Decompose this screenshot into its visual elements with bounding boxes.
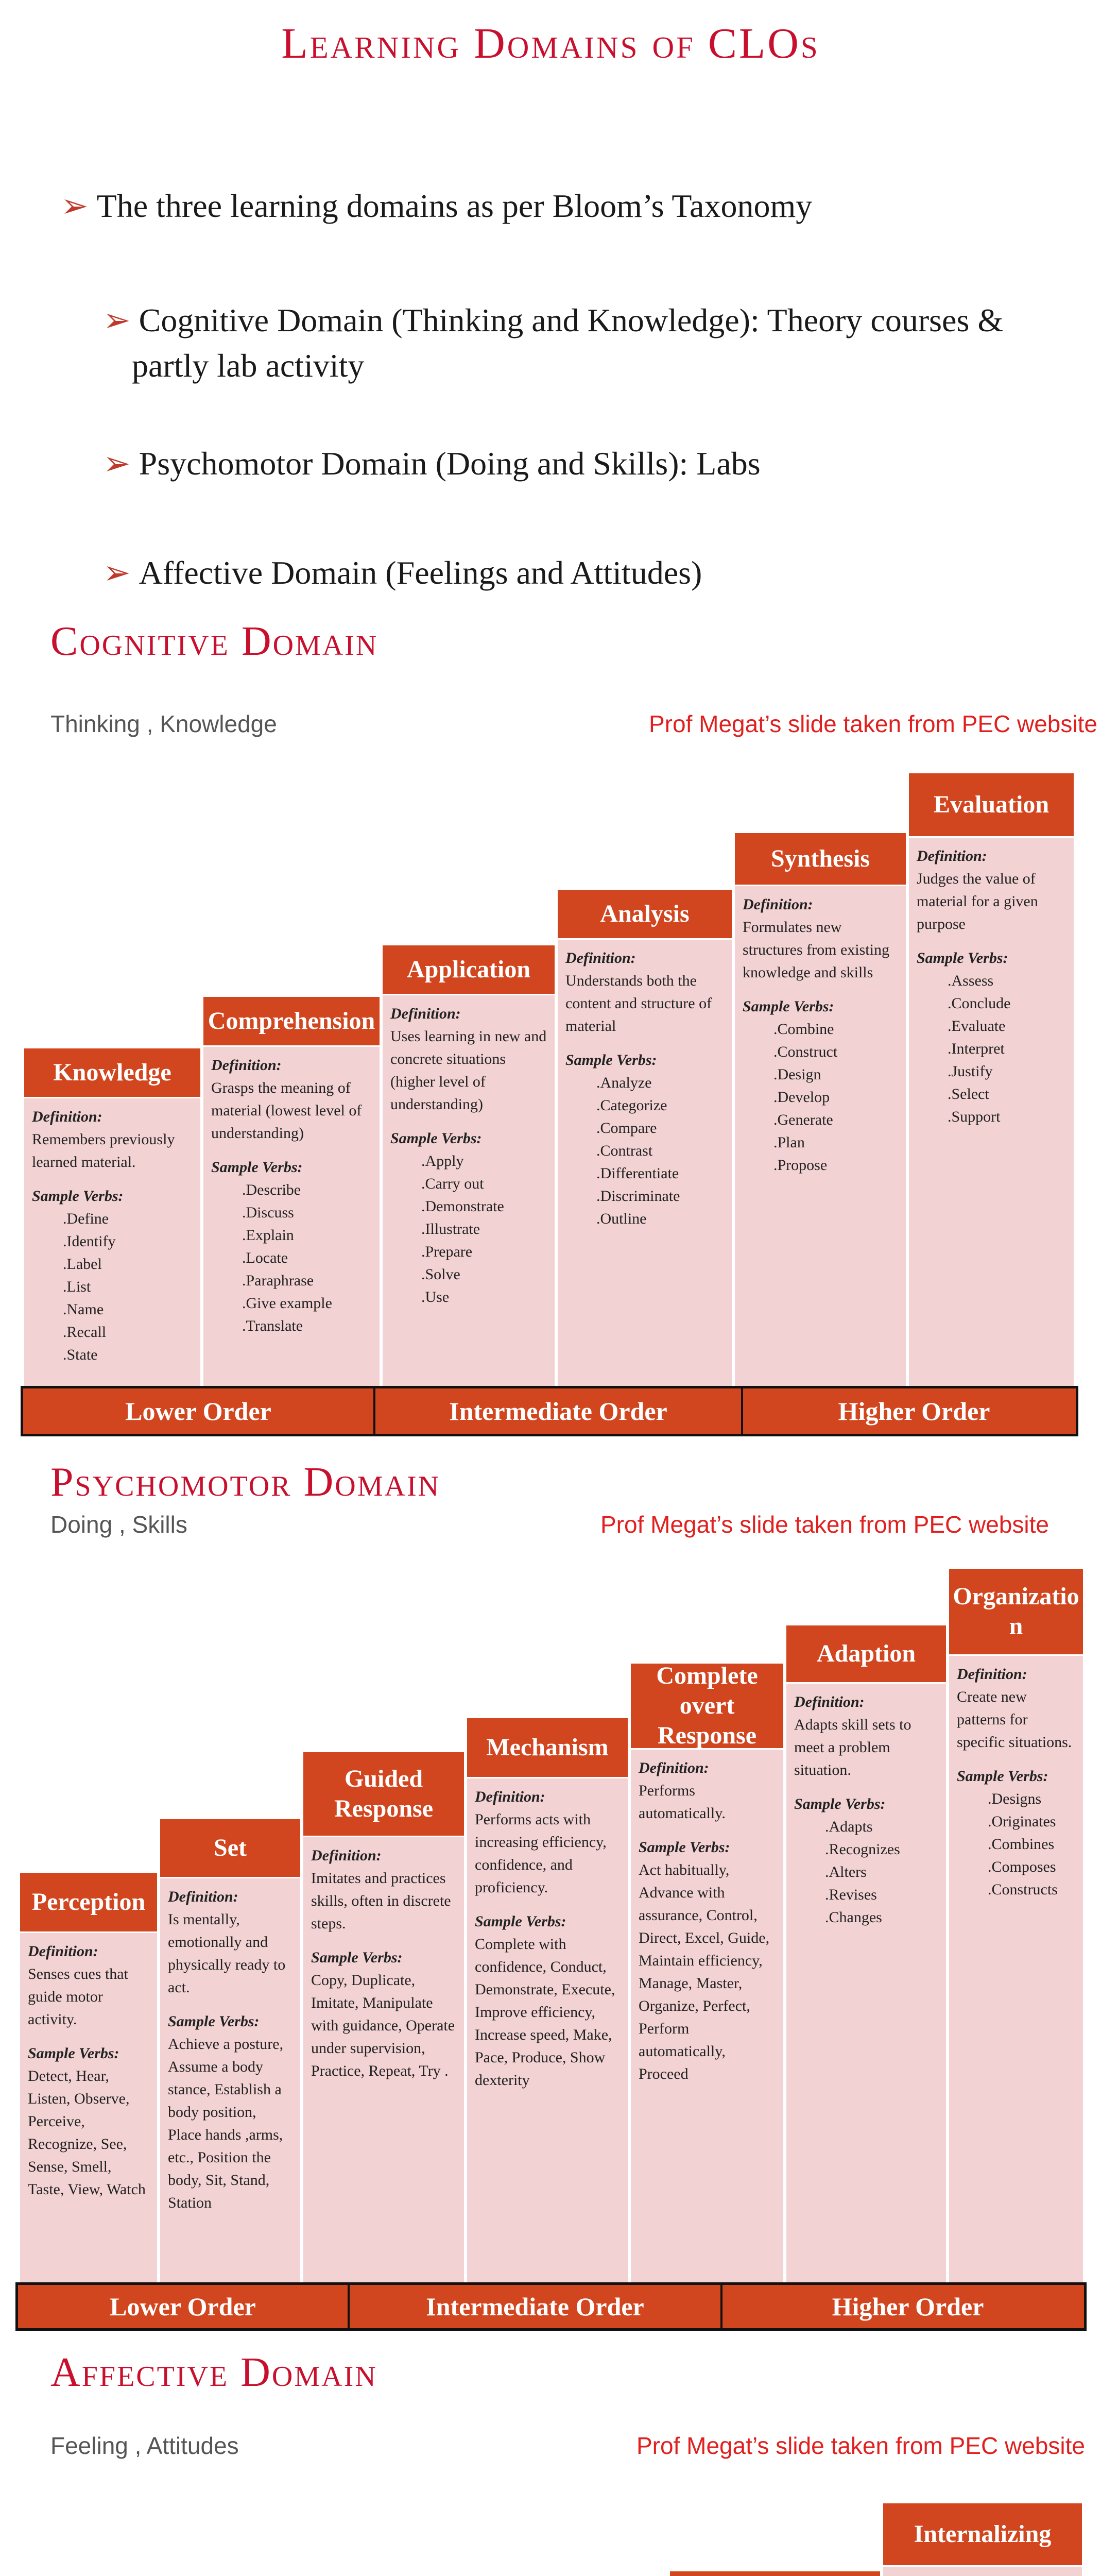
psychomotor-level-body <box>19 1940 159 2201</box>
arrow-icon: ➢ <box>103 554 131 591</box>
cognitive-subtitle: Thinking , Knowledge <box>50 710 277 737</box>
verb-item: . Recall <box>63 1321 193 1344</box>
psychomotor-level-mechanism: Mechanism <box>466 1717 629 1778</box>
definition-label: Definition: <box>957 1666 1027 1683</box>
arrow-icon: ➢ <box>103 445 131 482</box>
sample-verbs-label: Sample Verbs: <box>565 1052 657 1069</box>
psychomotor-level-guided-response: Guided Response <box>302 1751 466 1837</box>
verb-item: . Justify <box>948 1060 1066 1083</box>
psychomotor-order-higher-order: Higher Order <box>720 2285 1093 2328</box>
definition-text: Remembers previously learned material. <box>32 1131 175 1171</box>
affective-subtitle: Feeling , Attitudes <box>50 2432 239 2459</box>
verb-item: . Changes <box>825 1906 938 1929</box>
sub-bullet-cognitive-cont: partly lab activity <box>132 347 365 384</box>
verb-text: Complete with confidence, Conduct, Demonstrate, Execute, Improve efficiency, Increase speed, Make, Pace, Produce, Show dexterity <box>475 1936 615 2089</box>
verb-item: . Outline <box>596 1208 724 1230</box>
sample-verbs-label: Sample Verbs: <box>957 1768 1048 1785</box>
psychomotor-credit: Prof Megat’s slide taken from PEC website <box>600 1511 1049 1538</box>
verb-item: . Locate <box>242 1247 372 1269</box>
definition-text: Adapts skill sets to meet a problem situation. <box>794 1716 911 1778</box>
cognitive-level-analysis: Analysis <box>556 888 733 940</box>
affective-level-body <box>882 2574 1083 2576</box>
definition-text: Uses learning in new and concrete situations (higher level of understanding) <box>390 1028 547 1113</box>
definition-label: Definition: <box>565 950 636 967</box>
verb-item: . Composes <box>988 1856 1075 1878</box>
verb-item: . Develop <box>773 1086 898 1109</box>
verb-item: . State <box>63 1344 193 1366</box>
verb-list <box>211 1179 372 1337</box>
verb-list <box>917 970 1066 1128</box>
verb-item: . Adapts .Recognizes <box>825 1816 938 1861</box>
verb-text: Copy, Duplicate, Imitate, Manipulate with guidance, Operate under supervision, Practice, Repeat, Try . <box>311 1972 455 2079</box>
verb-text: Act habitually, Advance with assurance, Control, Direct, Excel, Guide, Maintain efficiency, Manage, Master, Organize, Perfect, Perform automatically, Proceed <box>639 1861 770 2082</box>
verb-item: . Conclude <box>948 992 1066 1015</box>
verb-list <box>957 1788 1075 1901</box>
psychomotor-level-perception: Perception <box>19 1871 159 1933</box>
cognitive-level-body <box>556 947 733 1230</box>
sub-bullet-cognitive: ➢ Cognitive Domain (Thinking and Knowledge): Theory courses & <box>103 302 1004 338</box>
verb-item: . List <box>63 1276 193 1298</box>
definition-text: Is mentally, emotionally and physically ready to act. <box>168 1911 286 1996</box>
verb-item: . Support <box>948 1106 1066 1128</box>
verb-item: . Describe <box>242 1179 372 1201</box>
verb-item: . Translate <box>242 1315 372 1337</box>
cognitive-level-application: Application <box>381 944 556 995</box>
sub-bullet-affective: ➢ Affective Domain (Feelings and Attitudes) <box>103 554 702 591</box>
definition-text: Understands both the content and structure of material <box>565 972 712 1035</box>
cognitive-level-knowledge: Knowledge <box>23 1047 202 1098</box>
definition-text: Performs automatically. <box>639 1782 726 1822</box>
definition-text: Formulates new structures from existing knowledge and skills <box>743 919 889 981</box>
verb-item: . Paraphrase <box>242 1269 372 1292</box>
verb-list <box>32 1208 193 1366</box>
verb-item: . Compare <box>596 1117 724 1140</box>
verb-item: . Contrast <box>596 1140 724 1162</box>
affective-level-organization <box>668 2570 882 2576</box>
verb-item: . Categorize <box>596 1094 724 1117</box>
verb-item: . Demonstrate <box>421 1195 547 1218</box>
definition-text: Performs acts with increasing efficiency, confidence, and proficiency. <box>475 1811 607 1896</box>
psychomotor-level-set: Set <box>159 1818 302 1878</box>
verb-item: . Identify <box>63 1230 193 1253</box>
psychomotor-level-body <box>629 1757 785 2086</box>
verb-item: . Discriminate <box>596 1185 724 1208</box>
cognitive-order-higher-order: Higher Order <box>741 1388 1085 1434</box>
verb-item: . Combines <box>988 1833 1075 1856</box>
verb-item: . Interpret <box>948 1038 1066 1060</box>
definition-text: Create new patterns for specific situations. <box>957 1688 1072 1751</box>
verb-item: . Combine <box>773 1018 898 1041</box>
sub-bullet-psychomotor: ➢ Psychomotor Domain (Doing and Skills): Labs <box>103 445 761 482</box>
sample-verbs-label: Sample Verbs: <box>475 1913 566 1930</box>
psychomotor-level-body <box>302 1844 466 2082</box>
cognitive-order-intermediate-order: Intermediate Order <box>373 1388 741 1434</box>
verb-list <box>794 1816 938 1929</box>
verb-item: . Differentiate <box>596 1162 724 1185</box>
verb-item: . Name <box>63 1298 193 1321</box>
verb-item: . Solve <box>421 1263 547 1286</box>
definition-label: Definition: <box>311 1847 382 1864</box>
cognitive-level-body <box>23 1106 202 1366</box>
definition-label: Definition: <box>28 1943 98 1960</box>
definition-label <box>891 2574 1074 2576</box>
definition-label: Definition: <box>32 1108 102 1125</box>
affective-level-internalizing: Internalizing <box>882 2502 1083 2567</box>
psychomotor-order-bar <box>15 2282 1087 2331</box>
verb-item: . Construct <box>773 1041 898 1063</box>
affective-title: Affective Domain <box>50 2350 377 2395</box>
affective-credit: Prof Megat’s slide taken from PEC website <box>636 2432 1085 2459</box>
main-bullet: ➢ The three learning domains as per Bloom’s Taxonomy <box>61 188 813 224</box>
cognitive-level-body <box>907 845 1075 1128</box>
sample-verbs-label: Sample Verbs: <box>311 1949 403 1966</box>
verb-item: . Originates <box>988 1810 1075 1833</box>
psychomotor-level-body <box>785 1691 948 1929</box>
psychomotor-level-body <box>948 1663 1085 1901</box>
psychomotor-order-intermediate-order: Intermediate Order <box>348 2285 720 2328</box>
sample-verbs-label: Sample Verbs: <box>28 2045 119 2062</box>
definition-label: Definition: <box>917 848 987 865</box>
definition-label: Definition: <box>390 1005 461 1022</box>
psychomotor-order-lower-order: Lower Order <box>110 2292 256 2321</box>
verb-item: . Prepare <box>421 1241 547 1263</box>
psychomotor-title: Psychomotor Domain <box>50 1460 441 1505</box>
verb-item: . Assess <box>948 970 1066 992</box>
verb-list <box>743 1018 898 1177</box>
sample-verbs-label: Sample Verbs: <box>168 2013 260 2030</box>
cognitive-credit: Prof Megat’s slide taken from PEC website <box>649 710 1097 737</box>
verb-item: . Define <box>63 1208 193 1230</box>
page-title: Learning Domains of CLOs <box>281 20 820 67</box>
verb-item: . Revises <box>825 1884 938 1906</box>
psychomotor-level-body <box>159 1886 302 2214</box>
sample-verbs-label: Sample Verbs: <box>743 998 834 1015</box>
verb-item: . Design <box>773 1063 898 1086</box>
verb-item: . Generate <box>773 1109 898 1131</box>
cognitive-level-body <box>381 1003 556 1309</box>
cognitive-level-synthesis: Synthesis <box>733 832 907 886</box>
definition-label: Definition: <box>639 1759 709 1776</box>
verb-item: . Designs <box>988 1788 1075 1810</box>
verb-item: . Explain <box>242 1224 372 1247</box>
verb-list <box>565 1072 724 1230</box>
verb-item: . Use <box>421 1286 547 1309</box>
psychomotor-level-body <box>466 1786 629 2092</box>
verb-item: . Apply <box>421 1150 547 1173</box>
arrow-icon: ➢ <box>61 188 89 224</box>
psychomotor-subtitle: Doing , Skills <box>50 1511 187 1538</box>
verb-item: . Give example <box>242 1292 372 1315</box>
verb-list <box>390 1150 547 1309</box>
sample-verbs-label: Sample Verbs: <box>211 1159 303 1176</box>
definition-label: Definition: <box>211 1057 282 1074</box>
verb-item: . Discuss <box>242 1201 372 1224</box>
cognitive-level-body <box>202 1054 381 1337</box>
definition-label: Definition: <box>794 1693 865 1710</box>
definition-label: Definition: <box>475 1788 545 1805</box>
verb-item: . Evaluate <box>948 1015 1066 1038</box>
definition-text: Judges the value of material for a given purpose <box>917 870 1038 933</box>
verb-item: . Analyze <box>596 1072 724 1094</box>
cognitive-level-comprehension: Comprehension <box>202 995 381 1047</box>
sample-verbs-label: Sample Verbs: <box>917 950 1008 967</box>
psychomotor-level-complete-overt-response: Complete overt Response <box>629 1662 785 1750</box>
verb-item: . Select <box>948 1083 1066 1106</box>
verb-item: . Plan <box>773 1131 898 1154</box>
definition-text: Imitates and practices skills, often in discrete steps. <box>311 1870 451 1932</box>
sample-verbs-label: Sample Verbs: <box>32 1188 124 1205</box>
definition-text: Grasps the meaning of material (lowest level of understanding) <box>211 1079 362 1142</box>
verb-item: . Constructs <box>988 1878 1075 1901</box>
verb-item: . Label <box>63 1253 193 1276</box>
psychomotor-level-adaption: Adaption <box>785 1624 948 1684</box>
cognitive-title: Cognitive Domain <box>50 619 379 664</box>
verb-text: Detect, Hear, Listen, Observe, Perceive, Recognize, See, Sense, Smell, Taste, View, Watch <box>28 2067 146 2198</box>
definition-label: Definition: <box>168 1888 238 1905</box>
verb-text: Achieve a posture, Assume a body stance, Establish a body position, Place hands ,arms, etc., Position the body, Sit, Stand, Station <box>168 2036 284 2211</box>
verb-item: . Alters <box>825 1861 938 1884</box>
verb-item: . Illustrate <box>421 1218 547 1241</box>
verb-item: . Carry out <box>421 1173 547 1195</box>
cognitive-level-body <box>733 893 907 1177</box>
definition-text: Senses cues that guide motor activity. <box>28 1965 128 2028</box>
cognitive-order-bar <box>21 1386 1078 1436</box>
sample-verbs-label: Sample Verbs: <box>794 1795 886 1812</box>
sample-verbs-label: Sample Verbs: <box>390 1130 482 1147</box>
verb-item: . Propose <box>773 1154 898 1177</box>
definition-label: Definition: <box>743 896 813 913</box>
cognitive-level-evaluation: Evaluation <box>907 772 1075 838</box>
psychomotor-level-organizatio-n: Organizatio n <box>948 1567 1085 1656</box>
cognitive-order-lower-order: Lower Order <box>125 1397 271 1426</box>
arrow-icon: ➢ <box>103 302 131 338</box>
sample-verbs-label: Sample Verbs: <box>639 1839 730 1856</box>
